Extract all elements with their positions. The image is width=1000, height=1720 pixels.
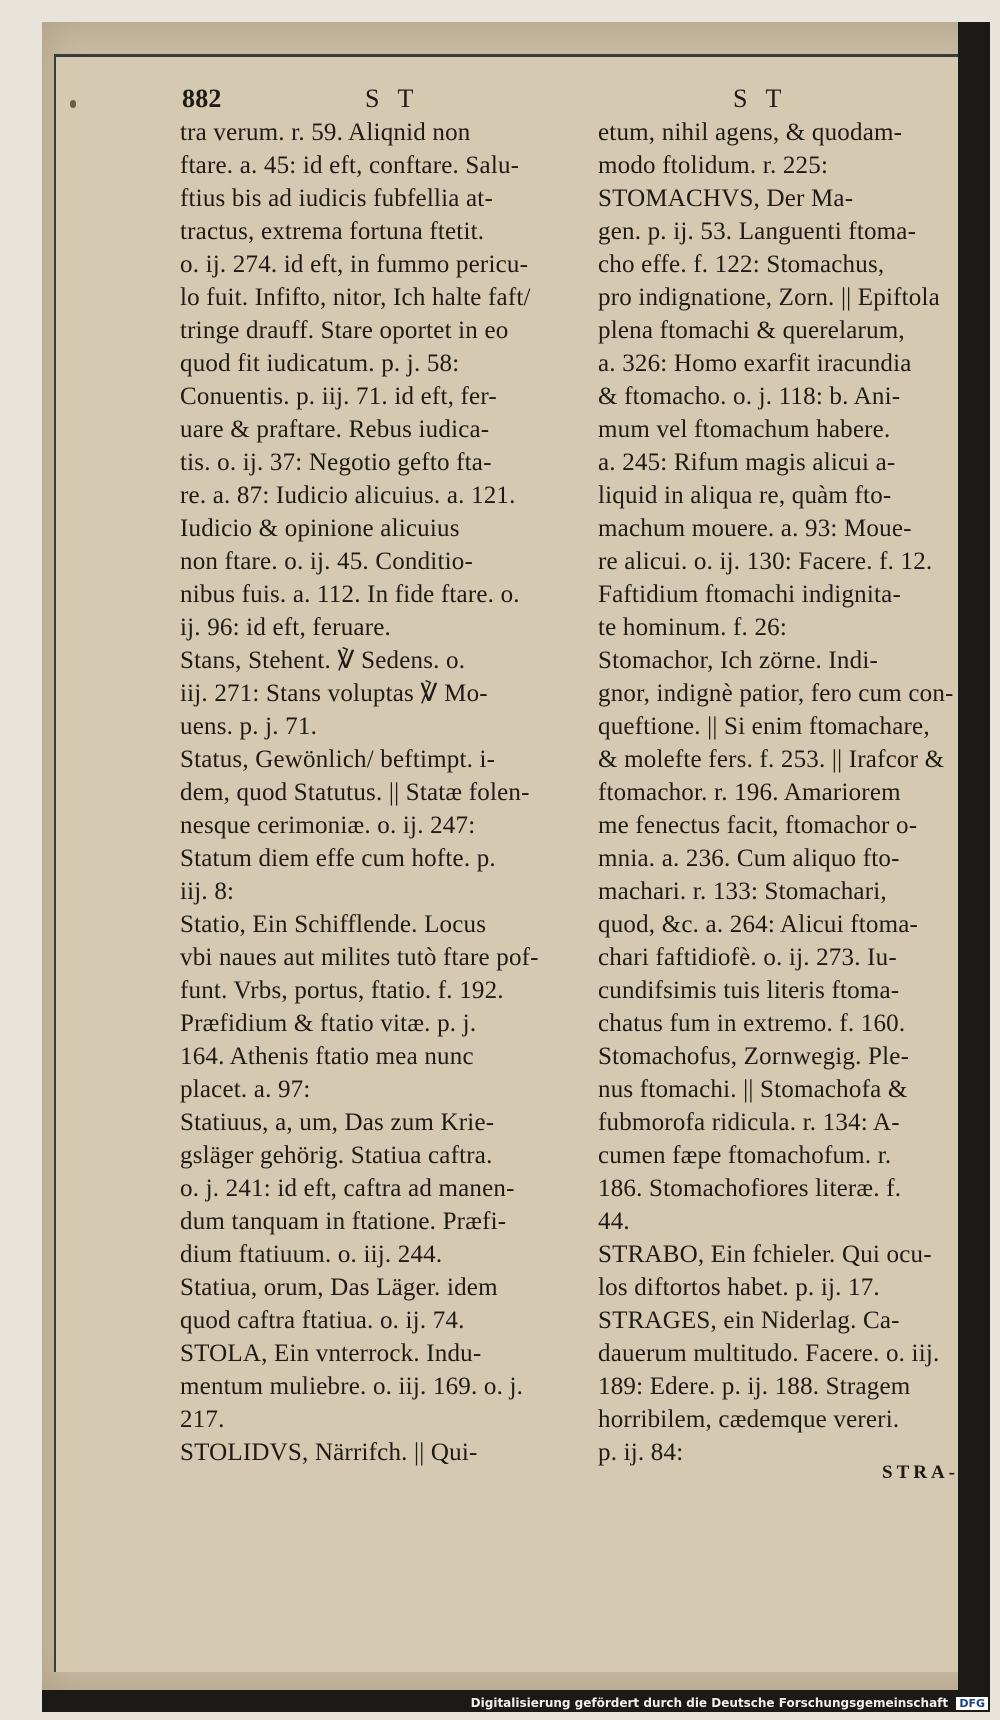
running-head-right: S T <box>733 84 788 113</box>
text-line: dum tanquam in ftatione. Præfi- <box>180 1208 507 1235</box>
text-line: me fenectus facit, ftomachor o- <box>598 812 918 839</box>
text-line: quod caftra ftatiua. o. ij. 74. <box>180 1307 465 1334</box>
text-line: cumen fæpe ftomachofum. r. <box>598 1142 892 1169</box>
text-line: & molefte fers. f. 253. || Irafcor & <box>598 746 945 773</box>
text-line: tringe drauff. Stare oportet in eo <box>180 317 509 344</box>
text-line: Statiuus, a, um, Das zum Krie- <box>180 1109 495 1136</box>
text-line: Stomachofus, Zornwegig. Ple- <box>598 1043 910 1070</box>
text-line: dauerum multitudo. Facere. o. iij. <box>598 1340 940 1367</box>
text-line: etum, nihil agens, & quodam- <box>598 119 903 146</box>
text-line: plena ftomachi & querelarum, <box>598 317 905 344</box>
text-line: o. j. 241: id eft, caftra ad manen- <box>180 1175 515 1202</box>
text-line: o. ij. 274. id eft, in fummo pericu- <box>180 251 529 278</box>
text-line: los diftortos habet. p. ij. 17. <box>598 1274 880 1301</box>
text-line: dium ftatiuum. o. iij. 244. <box>180 1241 443 1268</box>
text-line: quod, &c. a. 264: Alicui ftoma- <box>598 911 919 938</box>
text-line: tis. o. ij. 37: Negotio gefto fta- <box>180 449 492 476</box>
text-line: Statum diem effe cum hofte. p. <box>180 845 496 872</box>
text-line: chari faftidiofè. o. ij. 273. Iu- <box>598 944 897 971</box>
text-line: non ftare. o. ij. 45. Conditio- <box>180 548 473 575</box>
text-line: lo fuit. Infifto, nitor, Ich halte faft/ <box>180 284 531 311</box>
text-line: STOLA, Ein vnterrock. Indu- <box>180 1340 482 1367</box>
text-line: modo ftolidum. r. 225: <box>598 152 829 179</box>
footer-note-text: Digitalisierung gefördert durch die Deutsche Forschungsgemeinschaft <box>470 1696 949 1710</box>
text-line: cundifsimis tuis literis ftoma- <box>598 977 900 1004</box>
text-line: p. ij. 84: <box>598 1439 684 1466</box>
text-line: STRABO, Ein fchieler. Qui ocu- <box>598 1241 932 1268</box>
text-line: mnia. a. 236. Cum aliquo fto- <box>598 845 900 872</box>
text-line: Statiua, orum, Das Läger. idem <box>180 1274 498 1301</box>
text-line: a. 326: Homo exarfit iracundia <box>598 350 912 377</box>
text-line: Statio, Ein Schifflende. Locus <box>180 911 487 938</box>
text-line: Faftidium ftomachi indignita- <box>598 581 901 608</box>
digitization-footer <box>471 1696 988 1710</box>
text-line: funt. Vrbs, portus, ftatio. f. 192. <box>180 977 504 1004</box>
text-line: nesque cerimoniæ. o. ij. 247: <box>180 812 476 839</box>
text-line: ij. 96: id eft, feruare. <box>180 614 391 641</box>
text-line: STOMACHVS, Der Ma- <box>598 185 854 212</box>
page-number: 882 <box>182 84 222 113</box>
running-head-left: S T <box>365 84 420 113</box>
text-line: 217. <box>180 1406 225 1433</box>
text-line: mentum muliebre. o. iij. 169. o. j. <box>180 1373 524 1400</box>
catchword: STRA- <box>882 1462 960 1483</box>
text-line: Stans, Stehent. ℣ Sedens. o. <box>180 647 466 674</box>
text-line: te hominum. f. 26: <box>598 614 788 641</box>
text-line: cho effe. f. 122: Stomachus, <box>598 251 885 278</box>
text-line: vbi naues aut milites tutò ftare pof- <box>180 944 539 971</box>
text-line: Status, Gewönlich/ beftimpt. i- <box>180 746 496 773</box>
left-column <box>180 116 575 1469</box>
text-line: STOLIDVS, Närrifch. || Qui- <box>180 1439 478 1466</box>
text-line: & ftomacho. o. j. 118: b. Ani- <box>598 383 901 410</box>
text-line: a. 245: Rifum magis alicui a- <box>598 449 896 476</box>
margin-mark <box>70 100 76 108</box>
text-line: iij. 8: <box>180 878 235 905</box>
text-line: uare & praftare. Rebus iudica- <box>180 416 490 443</box>
text-line: ftomachor. r. 196. Amariorem <box>598 779 901 806</box>
text-line: mum vel ftomachum habere. <box>598 416 891 443</box>
text-line: nus ftomachi. || Stomachofa & <box>598 1076 908 1103</box>
text-line: liquid in aliqua re, quàm fto- <box>598 482 892 509</box>
text-line: gnor, indignè patior, fero cum con- <box>598 680 954 707</box>
text-line: machari. r. 133: Stomachari, <box>598 878 887 905</box>
text-line: quod fit iudicatum. p. j. 58: <box>180 350 460 377</box>
text-line: re. a. 87: Iudicio alicuius. a. 121. <box>180 482 516 509</box>
text-line: placet. a. 97: <box>180 1076 311 1103</box>
text-line: ftare. a. 45: id eft, conftare. Salu- <box>180 152 520 179</box>
right-column <box>598 116 993 1469</box>
text-line: horribilem, cædemque vereri. <box>598 1406 900 1433</box>
text-line: dem, quod Statutus. || Statæ folen- <box>180 779 530 806</box>
text-line: queftione. || Si enim ftomachare, <box>598 713 930 740</box>
text-line: uens. p. j. 71. <box>180 713 318 740</box>
text-line: fubmorofa ridicula. r. 134: A- <box>598 1109 900 1136</box>
text-line: 164. Athenis ftatio mea nunc <box>180 1043 474 1070</box>
text-line: 189: Edere. p. ij. 188. Stragem <box>598 1373 911 1400</box>
text-line: iij. 271: Stans voluptas ℣ Mo- <box>180 680 488 707</box>
text-line: Conuentis. p. iij. 71. id eft, fer- <box>180 383 497 410</box>
text-line: tra verum. r. 59. Aliqnid non <box>180 119 471 146</box>
text-line: 186. Stomachofiores literæ. f. <box>598 1175 902 1202</box>
text-line: chatus fum in extremo. f. 160. <box>598 1010 906 1037</box>
text-line: Stomachor, Ich zörne. Indi- <box>598 647 878 674</box>
dfg-logo: DFG <box>956 1697 988 1710</box>
text-line: machum mouere. a. 93: Moue- <box>598 515 912 542</box>
text-line: re alicui. o. ij. 130: Facere. f. 12. <box>598 548 933 575</box>
text-line: ftius bis ad iudicis fubfellia at- <box>180 185 493 212</box>
text-line: 44. <box>598 1208 630 1235</box>
text-line: STRAGES, ein Niderlag. Ca- <box>598 1307 900 1334</box>
text-line: Iudicio & opinione alicuius <box>180 515 460 542</box>
text-line: gsläger gehörig. Statiua caftra. <box>180 1142 493 1169</box>
text-line: tractus, extrema fortuna ftetit. <box>180 218 485 245</box>
text-line: gen. p. ij. 53. Languenti ftoma- <box>598 218 917 245</box>
text-line: Præfidium & ftatio vitæ. p. j. <box>180 1010 477 1037</box>
text-line: nibus fuis. a. 112. In fide ftare. o. <box>180 581 520 608</box>
text-line: pro indignatione, Zorn. || Epiftola <box>598 284 940 311</box>
